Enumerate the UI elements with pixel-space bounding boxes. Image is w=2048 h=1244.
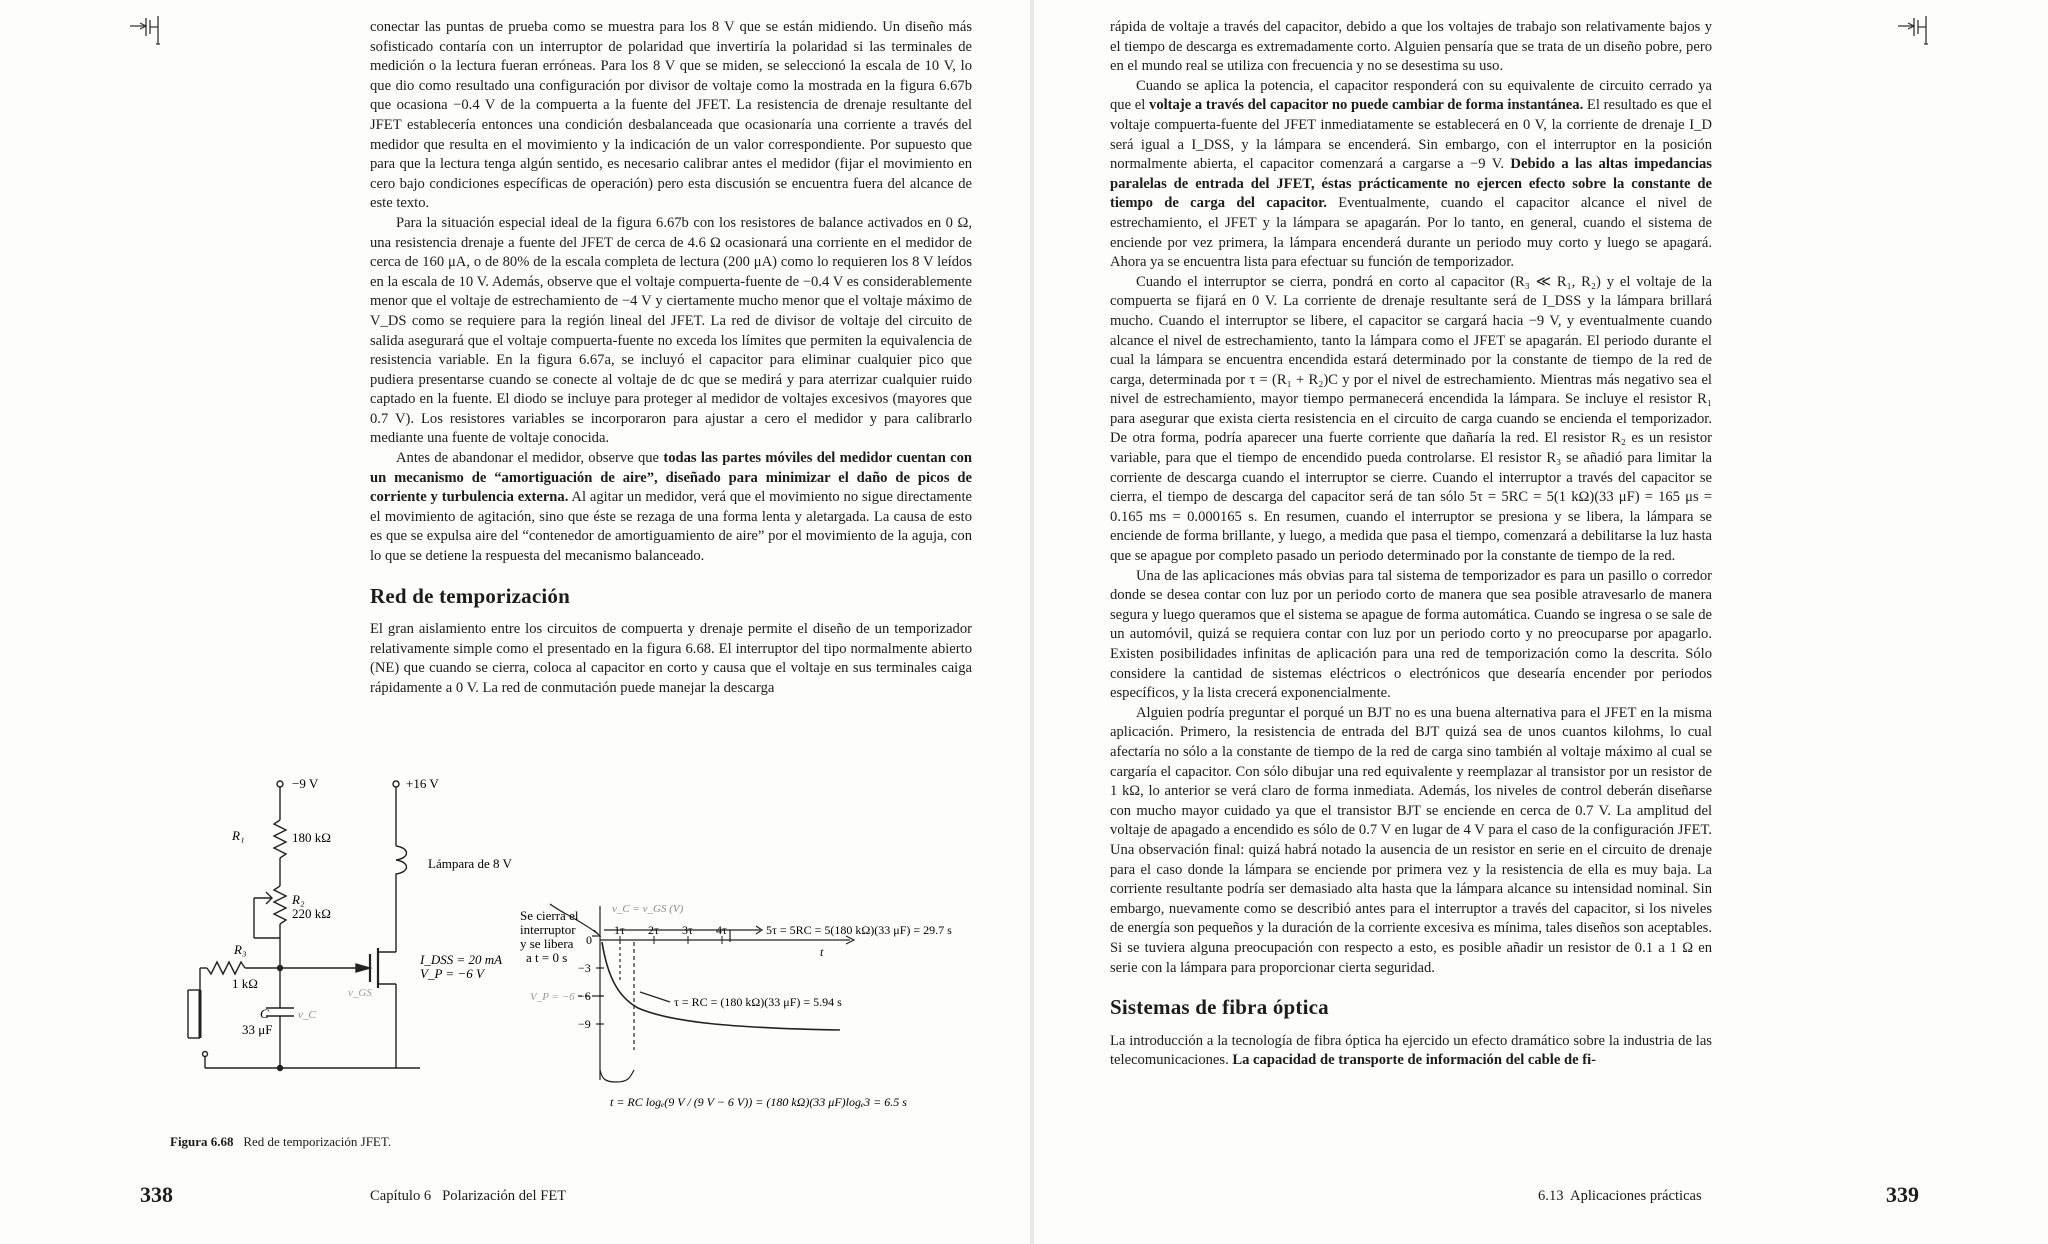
text-run: El gran aislamiento entre los circuitos de compuerta y drenaje permite el diseño de un temporizador relativamente simple como el presentado en la figura 6.68. El interruptor del tipo normalmente abierto (NE) que cuando se cierra, coloca al capacitor en corto y causa que el voltaje en sus terminales caiga rápidamente a 0 V. La red de conmutación puede manejar la descarga <box>370 621 972 696</box>
paragraph <box>1110 567 1712 704</box>
switch-note-3: y se libera <box>520 936 574 951</box>
right-page-number: 339 <box>1886 1182 1919 1207</box>
text-run: La introducción a la tecnología de fibra óptica ha ejercido un efecto dramático sobre la industria de las telecomunicaciones. <box>1110 1032 1712 1069</box>
left-page-number: 338 <box>140 1182 173 1207</box>
section-heading-timing-network: Red de temporización <box>370 583 570 608</box>
right-text-column <box>1110 18 1712 1071</box>
text-run: Cuando se aplica la potencia, el capacitor responderá con su equivalente de circuito cerrado ya que el <box>1110 77 1712 114</box>
y-tick-label: −9 <box>578 1017 591 1031</box>
neg-supply-label: −9 V <box>292 776 319 791</box>
lamp-label: Lámpara de 8 V <box>428 856 512 871</box>
vgs-label: v_GS <box>348 987 372 999</box>
text-run: Eventualmente, cuando el capacitor alcance el nivel de estrechamiento, el JFET y la lámpara se apagarán. Por lo tanto, en general, cuando el sistema de enciende por vez primera, la lámpara encenderá durante un periodo muy corto y luego se apagará. Ahora ya se encuentra lista para efectuar su función de temporizador. <box>1110 195 1712 271</box>
t-formula: t = RC logₑ(9 V / (9 V − 6 V)) = (180 kΩ)(33 μF)logₑ3 = 6.5 s <box>610 1095 907 1109</box>
vp-label: V_P = −6 V <box>420 966 484 981</box>
r3-value: 1 kΩ <box>232 976 258 991</box>
text-run: Una de las aplicaciones más obvias para tal sistema de temporizador es para un pasillo o corredor donde se desea contar con luz por un periodo corto de manera que sea posible atravesarlo de manera segura y luego queramos que el sistema se apague de forma automática. Cuando se ingresa o se sale de un automóvil, quizá se requiera contar con luz por un periodo corto y no preocuparse por apagarlo. Existen posibilidades infinitas de aplicación para una red de temporización como la descrita. Sólo considere la cantidad de sistemas eléctricos o electrónicos que desearía encender por periodos específicos, y la lista crecerá exponencialmente. <box>1110 567 1712 702</box>
bold-text: todas las partes móviles del medidor cuentan con un mecanismo de “amortiguación de aire”, diseñado para minimizar el daño de picos de corriente y turbulencia externa. <box>370 450 972 506</box>
transistor-corner-icon-right <box>1896 14 1946 64</box>
tau-tick-label: 1τ <box>614 923 625 937</box>
y-tick-label: −3 <box>578 961 591 975</box>
r2-value: 220 kΩ <box>292 906 331 921</box>
r2-name: R₂ <box>292 892 305 907</box>
discharge-curve <box>602 942 840 1030</box>
tau-equation: τ = RC = (180 kΩ)(33 μF) = 5.94 s <box>674 995 842 1009</box>
text-run: El resultado es que el voltaje compuerta-fuente del JFET inmediatamente se establecerá en 0 V, la corriente de drenaje I_D será igual a I_DSS, y la lámpara se encenderá. Sin embargo, con el interruptor en la posición normalmente abierta, el capacitor comenzará a cargarse a −9 V. <box>1110 97 1712 173</box>
neg-supply-terminal <box>277 781 283 787</box>
left-running-head: Capítulo 6 Polarización del FET <box>370 1188 567 1204</box>
paragraph <box>1110 704 1712 978</box>
text-run: Alguien podría preguntar el porqué un BJT no es una buena alternativa para el JFET en la misma aplicación. Primero, la resistencia de entrada del BJT quizá sea de unos cuantos kilohms, lo cual afectaría no sólo a la constante de tiempo de la red de carga sino también al voltaje máximo al cual se cargaría el capacitor. Con sólo dibujar una red equivalente y reemplazar al transistor por un resistor de 1 kΩ, lo anterior se verá claro de forma inmediata. Además, los niveles de control deberán diseñarse con mucho mayor cuidado ya que el transistor BJT se enciende en cerca de 0.7 V. La amplitud del voltaje de apagado a encendido es sólo de 0.7 V en lugar de 4 V para el caso de la configuración JFET. Una observación final: quizá habrá notado la ausencia de un resistor en serie en el circuito de drenaje para el caso donde la lámpara se enciende por primera vez y la resistencia de ella es muy baja. La corriente resultante podría ser demasiado alta hasta que la lámpara alcance su intensidad nominal. Sin embargo, nuevamente como se describió antes para el interruptor a través del capacitor, si los niveles de energía son pequeños y la duración de la corriente excesiva es mínima, tales diseños son aceptables. Si se tuviera alguna preocupación con respecto a esto, es posible añadir un resistor de 0.1 a 1 Ω en serie con la lámpara para proporcionar cierta seguridad. <box>1110 704 1712 976</box>
idss-label: I_DSS = 20 mA <box>420 952 503 967</box>
bold-text: La capacidad de transporte de información del cable de fi- <box>1232 1052 1596 1069</box>
paragraph <box>370 18 972 214</box>
lamp-coil <box>396 846 407 878</box>
switch-note-1: Se cierra el <box>520 908 579 923</box>
r3-name: R₃ <box>234 942 247 957</box>
vc-label: v_C <box>298 1009 316 1021</box>
t-axis-label: t <box>820 945 824 959</box>
text-run: Al agitar un medidor, verá que el movimiento no sigue directamente el movimiento de agitación, sino que éste se rezaga de una forma lenta y aletargada. La causa de esto es que se expulsa aire del “contenedor de amortiguamiento de aire” por el movimiento de la aguja, con lo que se detiene la respuesta del mecanismo balanceado. <box>370 489 972 565</box>
right-page <box>1034 0 2048 1244</box>
text-run: rápida de voltaje a través del capacitor, debido a que los voltajes de trabajo son relativamente bajos y el tiempo de descarga es extremadamente corto. Alguien pensaría que se trata de un diseño pobre, pero en el mundo real se utiliza con frecuencia y no se desestima su uso. <box>1110 19 1712 75</box>
pos-supply-label: +16 V <box>406 776 439 791</box>
figure-6-68-discharge-graph <box>520 900 990 1130</box>
graph-y-label: v_C = v_GS (V) <box>612 903 684 915</box>
r3-resistor <box>207 962 245 974</box>
right-paragraphs-after <box>1110 1032 1712 1071</box>
vp-axis-label: V_P = −6 <box>530 991 575 1003</box>
switch-note-2: interruptor <box>520 922 576 937</box>
caption-number: Figura 6.68 <box>170 1134 234 1149</box>
figure-caption <box>170 1134 391 1150</box>
paragraph <box>1110 77 1712 273</box>
text-run: conectar las puntas de prueba como se muestra para los 8 V que se están midiendo. Un diseño más sofisticado contaría con un interruptor de polaridad que invertiría la polaridad si las terminales de medición o la lectura fueran erróneas. Para los 8 V que se miden, se seleccionó la escala de 10 V, lo que dio como resultado una configuración por divisor de voltaje como la mostrada en la figura 6.67b que ocasiona −0.4 V de la compuerta a la fuente del JFET. La resistencia de drenaje resultante del JFET establecería entonces una condición desbalanceada que ocasionaría una corriente a través del medidor que resulta en el movimiento y la indicación de un valor correspondiente. Por supuesto que para que la lectura tenga algún sentido, es necesario calibrar antes el medidor (fijar el movimiento en cero bajo condiciones específicas de operación) pero esta discusión se encuentra fuera del alcance de este texto. <box>370 19 972 212</box>
paragraph <box>1110 1032 1712 1071</box>
left-text-column <box>370 18 972 699</box>
transistor-corner-icon <box>128 14 178 64</box>
text-run: Para la situación especial ideal de la figura 6.67b con los resistores de balance activados en 0 Ω, una resistencia drenaje a fuente del JFET de cerca de 4.6 Ω ocasionará una corriente en el medidor de cerca de 160 μA, o de 80% de la escala completa de lectura (200 μA) como lo requieren los 8 V leídos en la escala de 10 V. Además, observe que el voltaje compuerta-fuente de −0.4 V es considerablemente menor que el voltaje de estrechamiento de −4 V y ciertamente mucho menor que el voltaje máximo de V_DS como se requiere para la región lineal del JFET. La red de divisor de voltaje del circuito de salida asegurará que el voltaje compuerta-fuente no exceda los límites que permiten la equivalencia de resistencia variable. En la figura 6.67a, se incluyó el capacitor para eliminar cualquier pico que pudiera presentarse cuando se conecte al voltaje de dc que se medirá y para aterrizar cualquier ruido captado en la fuente. El diodo se incluye para proteger al medidor de voltajes excesivos (mayores que 0.7 V). Los resistores variables se incorporaron para ajustar a cero el medidor y para calibrarlo mediante una fuente de voltaje conocida. <box>370 214 972 447</box>
section-heading-fiber-optics: Sistemas de fibra óptica <box>1110 995 1329 1020</box>
r1-resistor <box>274 820 286 858</box>
right-paragraphs <box>1110 18 1712 978</box>
right-running-head: 6.13 Aplicaciones prácticas <box>1538 1188 1702 1204</box>
c-value: 33 μF <box>242 1022 273 1037</box>
y-tick-label: −6 <box>578 989 591 1003</box>
left-paragraphs <box>370 18 972 567</box>
text-run: Antes de abandonar el medidor, observe que <box>396 450 664 467</box>
r2-resistor <box>274 886 286 924</box>
y-tick-labels <box>578 933 592 1031</box>
paragraph <box>370 214 972 449</box>
paragraph <box>1110 18 1712 77</box>
tau-tick-label: 4τ <box>716 923 727 937</box>
tau-tick-label: 2τ <box>648 923 659 937</box>
five-tau-label: 5τ = 5RC = 5(180 kΩ)(33 μF) = 29.7 s <box>766 923 952 937</box>
left-paragraphs-after <box>370 620 972 698</box>
y-tick-label: 0 <box>586 933 592 947</box>
r1-value: 180 kΩ <box>292 830 331 845</box>
c-name: C <box>260 1006 269 1021</box>
bold-text: Debido a las altas impedancias paralelas de entrada del JFET, éstas prácticamente no ejercen efecto sobre la constante de tiempo de carga del capacitor. <box>1110 156 1712 212</box>
caption-text: Red de temporización JFET. <box>243 1134 392 1149</box>
switch-note-4: a t = 0 s <box>526 950 568 965</box>
bold-text: voltaje a través del capacitor no puede cambiar de forma instantánea. <box>1149 97 1584 114</box>
paragraph <box>1110 273 1712 567</box>
tau-tick-label: 3τ <box>682 923 693 937</box>
r1-name: R₁ <box>232 828 245 843</box>
tau-tick-labels <box>614 923 727 944</box>
text-run: Cuando el interruptor se cierra, pondrá en corto al capacitor (R₃ ≪ R₁, R₂) y el voltaje de la compuerta se fijará en 0 V. La corriente de drenaje resultante será de I_DSS y la lámpara brillará mucho. Cuando el interruptor se libere, el capacitor se cargará hacia −9 V, y eventualmente cuando alcance el nivel de estrechamiento, tanto la lámpara como el JFET se apagarán. El periodo durante el cual la lámpara se encuentra encendida estará determinado por la constante de tiempo de la red de carga, determinada por τ = (R₁ + R₂)C y por el nivel de estrechamiento. Mientras más negativo sea el nivel de estrechamiento, mayor tiempo permanecerá encendida la lámpara. Se incluye el resistor R₁ para asegurar que exista cierta resistencia en el circuito de carga cuando se encienda el temporizador. De otra forma, podría aparecer una fuerte corriente que dañaría la red. El resistor R₂ es un resistor variable, para que el tiempo de encendido pueda controlarse. El resistor R₃ se añadió para limitar la corriente de descarga cuando el interruptor se cierre. Cuando el interruptor a través del capacitor se cierra, el tiempo de descarga del capacitor será de tan sólo 5τ = 5RC = 5(1 kΩ)(33 μF) = 165 μs = 0.165 ms = 0.000165 s. En resumen, cuando el interruptor se presiona y se libera, la lámpara se enciende de forma brillante, y luego, a medida que pasa el tiempo, comenzará a debilitarse la luz hasta que se apague por completo pasado un periodo determinado por la constante de tiempo de la red. <box>1110 273 1712 565</box>
paragraph <box>370 449 972 567</box>
paragraph <box>370 620 972 698</box>
